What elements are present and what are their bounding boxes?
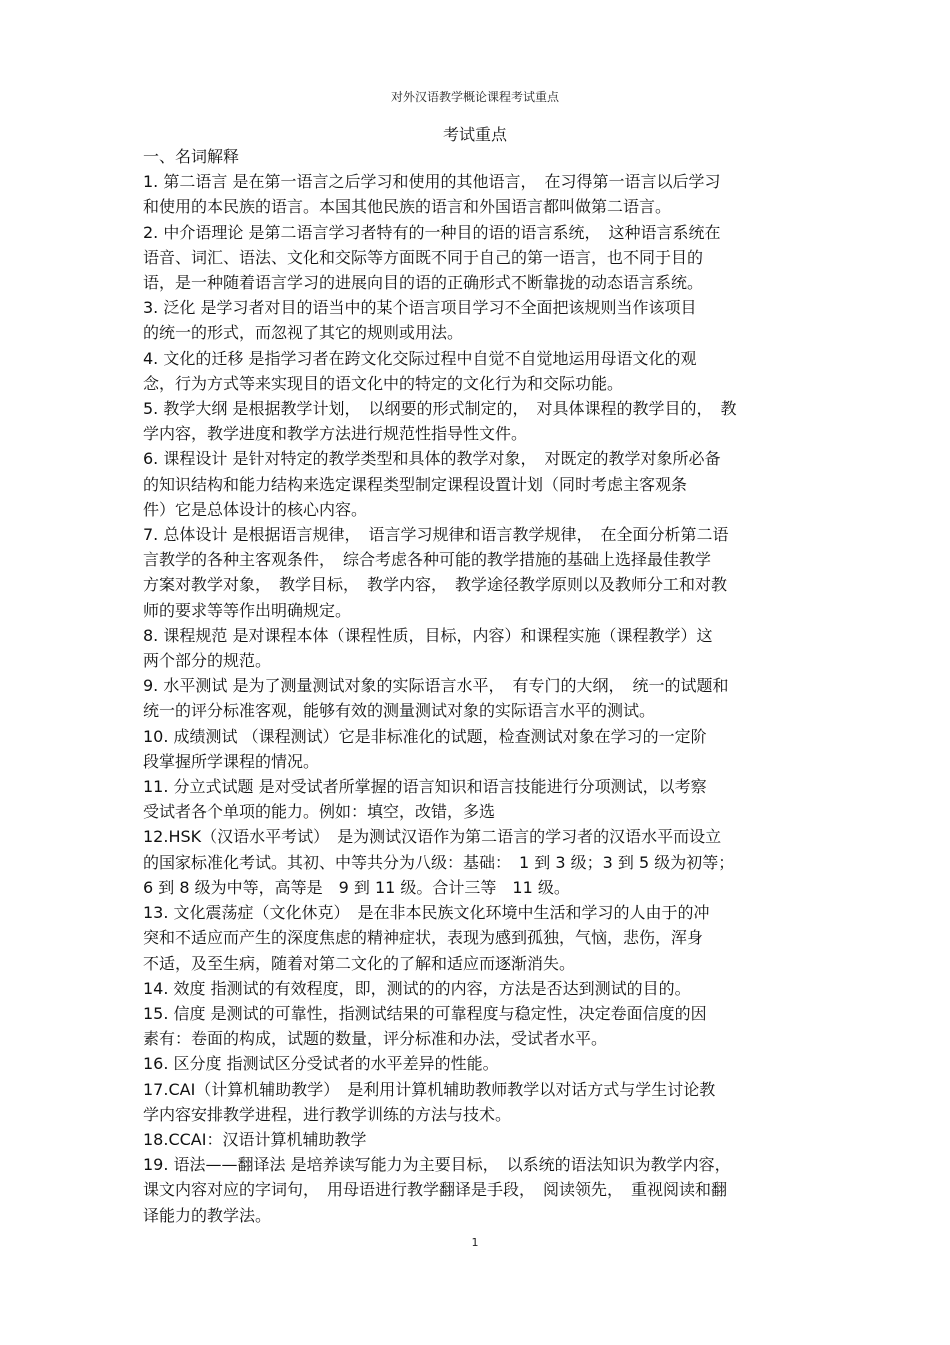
entry-line: 9. 水平测试 是为了测量测试对象的实际语言水平， 有专门的大纲， 统一的试题和 (143, 676, 729, 696)
definition-entry (143, 1001, 808, 1051)
entry-line: 12.HSK（汉语水平考试） 是为测试汉语作为第二语言的学习者的汉语水平而设立 (143, 827, 722, 847)
page-number: 1 (471, 1236, 479, 1249)
entry-line: 的知识结构和能力结构来选定课程类型制定课程设置计划（同时考虑主客观条 (143, 474, 688, 494)
definition-entry (143, 774, 808, 824)
entry-line: 4. 文化的迁移 是指学习者在跨文化交际过程中自觉不自觉地运用母语文化的观 (143, 348, 697, 368)
entry-line: 语，是一种随着语言学习的进展向目的语的正确形式不断靠拢的动态语言系统。 (143, 273, 704, 293)
entry-line: 两个部分的规范。 (143, 651, 272, 671)
entry-line: 不适，及至生病，随着对第二文化的了解和适应而逐渐消失。 (143, 953, 576, 973)
entry-line: 段掌握所学课程的情况。 (143, 751, 320, 771)
entry-line: 突和不适应而产生的深度焦虑的精神症状，表现为感到孤独，气恼，悲伤，浑身 (143, 928, 704, 948)
definition-entry (143, 1077, 808, 1127)
entry-line: 方案对教学对象， 教学目标， 教学内容， 教学途径教学原则以及教师分工和对教 (143, 575, 728, 595)
definition-entry (143, 295, 808, 345)
running-header: 对外汉语教学概论课程考试重点 (390, 90, 559, 104)
definition-entry (143, 169, 808, 219)
entry-line: 2. 中介语理论 是第二语言学习者特有的一种目的语的语言系统， 这种语言系统在 (143, 222, 721, 242)
definition-entry (143, 396, 808, 446)
definition-entry (143, 976, 808, 1001)
definition-list (143, 169, 808, 1228)
definition-entry (143, 824, 808, 900)
entry-line: 10. 成绩测试 （课程测试）它是非标准化的试题，检查测试对象在学习的一定阶 (143, 726, 707, 746)
entry-line: 语音、词汇、语法、文化和交际等方面既不同于自己的第一语言，也不同于目的 (143, 247, 704, 267)
entry-line: 19. 语法——翻译法 是培养读写能力为主要目标， 以系统的语法知识为教学内容， (143, 1155, 731, 1175)
entry-line: 和使用的本民族的语言。本国其他民族的语言和外国语言都叫做第二语言。 (143, 197, 672, 217)
definition-entry (143, 623, 808, 673)
section-heading: 一、名词解释 (143, 147, 240, 166)
definition-entry (143, 220, 808, 296)
entry-line: 14. 效度 指测试的有效程度，即，测试的的内容，方法是否达到测试的目的。 (143, 978, 691, 998)
definition-entry (143, 346, 808, 396)
entry-line: 6 到 8 级为中等，高等是 9 到 11 级。合计三等 11 级。 (143, 877, 570, 897)
definition-entry (143, 1051, 808, 1076)
definition-entry (143, 1127, 808, 1152)
page-title: 考试重点 (442, 125, 507, 144)
definition-entry (143, 673, 808, 723)
entry-line: 受试者各个单项的能力。例如：填空，改错，多选 (143, 802, 496, 822)
definition-entry (143, 724, 808, 774)
entry-line: 学内容，教学进度和教学方法进行规范性指导性文件。 (143, 424, 528, 444)
entry-line: 8. 课程规范 是对课程本体（课程性质，目标，内容）和课程实施（课程教学）这 (143, 625, 713, 645)
entry-line: 言教学的各种主客观条件， 综合考虑各种可能的教学措施的基础上选择最佳教学 (143, 550, 712, 570)
entry-line: 13. 文化震荡症（文化休克） 是在非本民族文化环境中生活和学习的人由于的冲 (143, 903, 710, 923)
entry-line: 统一的评分标准客观，能够有效的测量测试对象的实际语言水平的测试。 (143, 701, 656, 721)
definition-entry (143, 1152, 808, 1228)
definition-entry (143, 522, 808, 623)
entry-line: 课文内容对应的字词句， 用母语进行教学翻译是手段， 阅读领先， 重视阅读和翻 (143, 1180, 728, 1200)
definition-entry (143, 900, 808, 976)
entry-line: 6. 课程设计 是针对特定的教学类型和具体的教学对象， 对既定的教学对象所必备 (143, 449, 721, 469)
entry-line: 16. 区分度 指测试区分受试者的水平差异的性能。 (143, 1054, 499, 1074)
entry-line: 11. 分立式试题 是对受试者所掌握的语言知识和语言技能进行分项测试，以考察 (143, 777, 707, 797)
entry-line: 18.CCAI：汉语计算机辅助教学 (143, 1129, 367, 1149)
entry-line: 7. 总体设计 是根据语言规律， 语言学习规律和语言教学规律， 在全面分析第二语 (143, 525, 729, 545)
entry-line: 素有：卷面的构成，试题的数量，评分标准和办法，受试者水平。 (143, 1029, 608, 1049)
entry-line: 的国家标准化考试。其初、中等共分为八级：基础： 1 到 3 级；3 到 5 级为初等； (143, 852, 735, 872)
entry-line: 5. 教学大纲 是根据教学计划， 以纲要的形式制定的， 对具体课程的教学目的， 教 (143, 399, 737, 419)
entry-line: 1. 第二语言 是在第一语言之后学习和使用的其他语言， 在习得第一语言以后学习 (143, 172, 721, 192)
definition-entry (143, 446, 808, 522)
entry-line: 15. 信度 是测试的可靠性，指测试结果的可靠程度与稳定性，决定卷面信度的因 (143, 1003, 707, 1023)
entry-line: 译能力的教学法。 (143, 1205, 272, 1225)
entry-line: 学内容安排教学进程，进行教学训练的方法与技术。 (143, 1104, 512, 1124)
entry-line: 件）它是总体设计的核心内容。 (143, 499, 368, 519)
entry-line: 17.CAI（计算机辅助教学） 是利用计算机辅助教师教学以对话方式与学生讨论教 (143, 1079, 716, 1099)
entry-line: 的统一的形式，而忽视了其它的规则或用法。 (143, 323, 464, 343)
entry-line: 师的要求等等作出明确规定。 (143, 600, 352, 620)
document-body (143, 144, 808, 1228)
entry-line: 念，行为方式等来实现目的语文化中的特定的文化行为和交际功能。 (143, 373, 624, 393)
entry-line: 3. 泛化 是学习者对目的语当中的某个语言项目学习不全面把该规则当作该项目 (143, 298, 697, 318)
